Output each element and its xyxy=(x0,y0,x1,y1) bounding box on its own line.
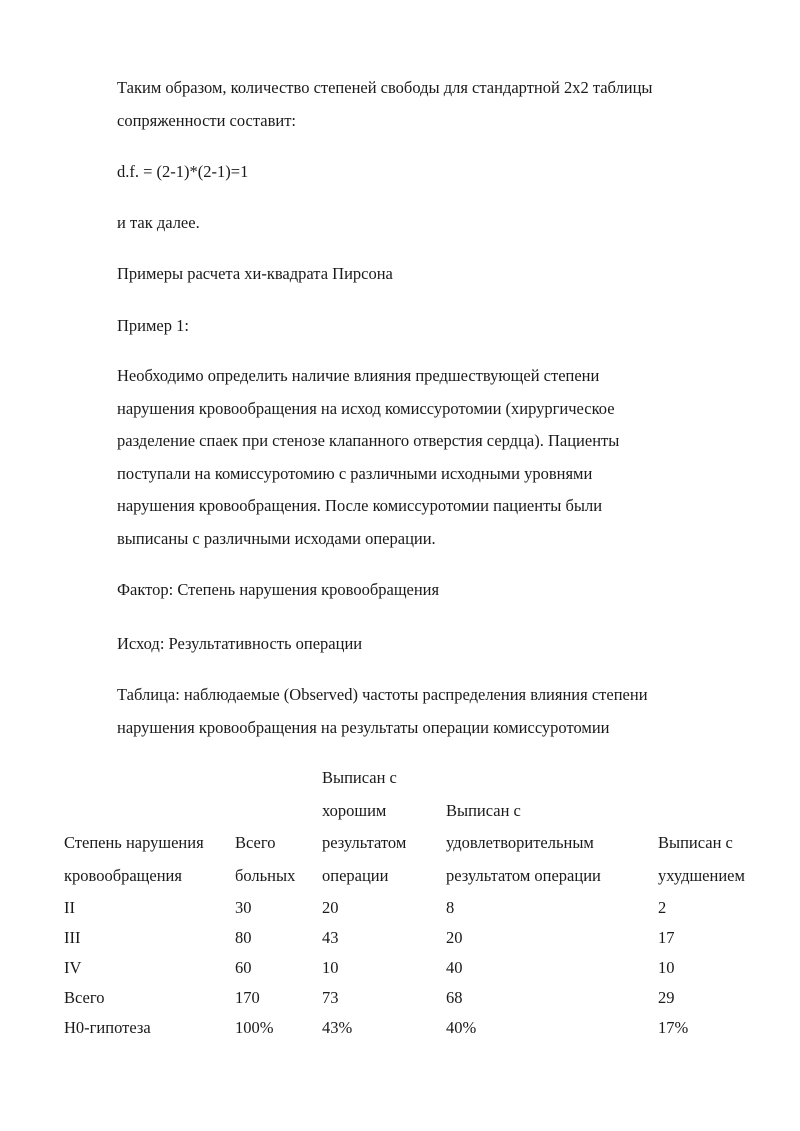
text-line: Таким образом, количество степеней свободы для стандартной 2x2 таблицы xyxy=(117,78,653,97)
table-header-row xyxy=(64,762,778,893)
task-paragraph xyxy=(117,360,757,555)
df-formula: d.f. = (2-1)*(2-1)=1 xyxy=(117,162,249,181)
table-cell: 29 xyxy=(658,987,675,1007)
header-cell xyxy=(235,762,322,893)
example-1-label: Пример 1: xyxy=(117,316,189,335)
table-caption xyxy=(117,679,757,744)
header-line: Всего xyxy=(235,833,276,853)
header-line: хорошим xyxy=(322,800,387,820)
table-cell: IV xyxy=(64,957,82,977)
table-cell: 73 xyxy=(322,987,339,1007)
header-cell xyxy=(446,762,658,893)
table-cell: 10 xyxy=(322,957,339,977)
table-row xyxy=(64,953,778,983)
table-cell: 2 xyxy=(658,897,667,917)
examples-heading: Примеры расчета хи-квадрата Пирсона xyxy=(117,264,393,283)
header-cell xyxy=(322,762,446,893)
table-cell: 30 xyxy=(235,897,252,917)
table-cell: 20 xyxy=(446,927,463,947)
table-cell: 8 xyxy=(446,897,455,917)
text-line: Необходимо определить наличие влияния предшествующей степени xyxy=(117,366,600,385)
table-cell: 43 xyxy=(322,927,339,947)
header-line: удовлетворительным xyxy=(446,833,594,853)
table-cell: Всего xyxy=(64,987,105,1007)
table-row xyxy=(64,893,778,923)
header-line: кровообращения xyxy=(64,866,182,886)
header-line: Выписан с xyxy=(658,833,733,853)
table-cell: 10 xyxy=(658,957,675,977)
header-line: ухудшением xyxy=(658,866,745,886)
and-so-on-text: и так далее. xyxy=(117,213,200,232)
outcome-text: Исход: Результативность операции xyxy=(117,634,363,653)
header-cell xyxy=(64,762,235,893)
table-cell: 40% xyxy=(446,1017,477,1037)
table-cell: III xyxy=(64,927,81,947)
observed-frequencies-table xyxy=(64,762,778,1043)
table-cell: II xyxy=(64,897,75,917)
text-line: разделение спаек при стенозе клапанного отверстия сердца). Пациенты xyxy=(117,431,620,450)
header-line: результатом xyxy=(322,833,407,853)
table-cell: 60 xyxy=(235,957,252,977)
table-cell: 17% xyxy=(658,1017,689,1037)
header-line: Выписан с xyxy=(446,800,521,820)
table-cell: 80 xyxy=(235,927,252,947)
table-cell: 170 xyxy=(235,987,260,1007)
text-line: Таблица: наблюдаемые (Observed) частоты распределения влияния степени xyxy=(117,685,648,704)
header-line: Степень нарушения xyxy=(64,833,204,853)
text-line: выписаны с различными исходами операции. xyxy=(117,528,436,548)
factor-text: Фактор: Степень нарушения кровообращения xyxy=(117,580,440,599)
header-line: больных xyxy=(235,866,296,886)
text-line: нарушения кровообращения на исход комиссуротомии (хирургическое xyxy=(117,398,615,418)
header-line: Выписан с xyxy=(322,768,397,787)
text-line: сопряженности составит: xyxy=(117,110,297,130)
table-cell: 43% xyxy=(322,1017,353,1037)
table-cell: 68 xyxy=(446,987,463,1007)
table-row xyxy=(64,923,778,953)
table-cell: H0-гипотеза xyxy=(64,1017,151,1037)
df-intro-paragraph xyxy=(117,72,757,137)
text-line: нарушения кровообращения. После комиссуротомии пациенты были xyxy=(117,496,603,515)
table-cell: 100% xyxy=(235,1017,274,1037)
text-line: нарушения кровообращения на результаты операции комиссуротомии xyxy=(117,717,610,737)
header-cell xyxy=(658,762,778,893)
header-line: операции xyxy=(322,866,389,886)
table-cell: 20 xyxy=(322,897,339,917)
table-cell: 40 xyxy=(446,957,463,977)
text-line: поступали на комиссуротомию с различными исходными уровнями xyxy=(117,463,593,483)
table-row xyxy=(64,983,778,1013)
header-line: результатом операции xyxy=(446,866,601,886)
table-cell: 17 xyxy=(658,927,675,947)
table-row xyxy=(64,1013,778,1043)
